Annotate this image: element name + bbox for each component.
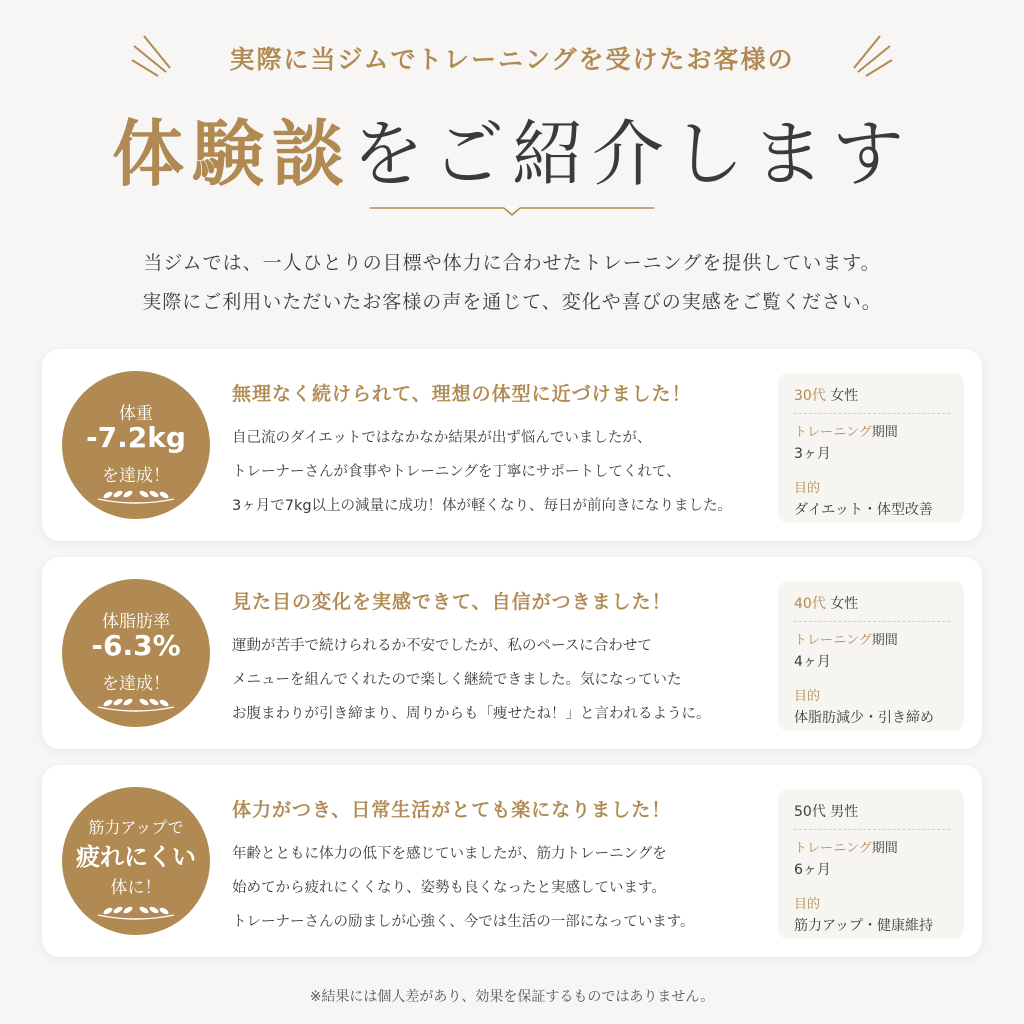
customer-info xyxy=(778,789,964,939)
testimonial-card xyxy=(42,765,982,957)
badge-value: -7.2kg xyxy=(86,421,186,454)
section-subheading: 実際に当ジムでトレーニングを受けたお客様の xyxy=(229,45,795,74)
customer-age: 40代 xyxy=(794,596,826,612)
badge-label: 筋力アップで xyxy=(88,818,184,837)
goal-label: 目的 xyxy=(794,481,821,496)
testimonial-body xyxy=(232,629,792,731)
testimonial-body xyxy=(232,421,792,523)
badge-value: 疲れにくい xyxy=(76,843,196,871)
customer-demographic xyxy=(794,385,950,414)
period-value: 3ヶ月 xyxy=(794,446,831,462)
page-title-highlight: 体験談 xyxy=(111,111,352,196)
page-title-rest: をご紹介します xyxy=(352,112,913,196)
customer-age: 50代 xyxy=(794,804,826,820)
customer-gender: 男性 xyxy=(830,804,859,820)
testimonial-body xyxy=(232,837,792,939)
goal-value: 筋力アップ・健康維持 xyxy=(794,918,934,934)
customer-gender: 女性 xyxy=(830,388,859,404)
result-badge xyxy=(62,787,210,935)
intro-text: 当ジムでは、一人ひとりの目標や体力に合わせたトレーニングを提供しています。 xyxy=(143,252,881,274)
result-badge xyxy=(62,579,210,727)
badge-caption: 体に！ xyxy=(110,878,162,898)
customer-demographic xyxy=(794,593,950,622)
customer-gender: 女性 xyxy=(830,596,859,612)
title-divider xyxy=(370,204,654,218)
testimonial-line: 自己流のダイエットではなかなか結果が出ず悩んでいましたが、 xyxy=(232,430,652,446)
page-title xyxy=(0,96,1024,200)
goal-value: ダイエット・体型改善 xyxy=(794,502,933,518)
period-label: トレーニング期間 xyxy=(794,425,898,440)
testimonial-line: 始めてから疲れにくくなり、姿勢も良くなったと実感しています。 xyxy=(232,880,666,896)
badge-label: 体脂肪率 xyxy=(102,612,170,632)
period-label: トレーニング期間 xyxy=(794,841,898,856)
laurel-icon xyxy=(94,483,178,505)
goal-label: 目的 xyxy=(794,689,821,704)
testimonial-line: トレーナーさんが食事やトレーニングを丁寧にサポートしてくれて、 xyxy=(232,464,681,480)
period-value: 6ヶ月 xyxy=(794,862,831,878)
testimonial-card xyxy=(42,557,982,749)
period-value: 4ヶ月 xyxy=(794,654,831,670)
customer-info xyxy=(778,373,964,523)
badge-value: -6.3% xyxy=(91,629,181,662)
customer-info xyxy=(778,581,964,731)
goal-label: 目的 xyxy=(794,897,821,912)
testimonial-line: お腹まわりが引き締まり、周りからも「痩せたね！」と言われるように。 xyxy=(232,706,711,722)
testimonial-title: 体力がつき、日常生活がとても楽になりました！ xyxy=(232,799,672,821)
testimonial-line: 年齢とともに体力の低下を感じていましたが、筋力トレーニングを xyxy=(232,846,667,862)
badge-label: 体重 xyxy=(119,404,153,424)
period-label: トレーニング期間 xyxy=(794,633,898,648)
result-badge xyxy=(62,371,210,519)
customer-age: 30代 xyxy=(794,388,826,404)
testimonial-card xyxy=(42,349,982,541)
testimonial-line: 3ヶ月で7kg以上の減量に成功！体が軽くなり、毎日が前向きになりました。 xyxy=(232,498,733,514)
testimonial-title: 見た目の変化を実感できて、自信がつきました！ xyxy=(232,591,672,613)
testimonial-line: トレーナーさんの励ましが心強く、今では生活の一部になっています。 xyxy=(232,914,695,930)
customer-demographic xyxy=(794,801,950,830)
testimonial-line: メニューを組んでくれたので楽しく継続できました。気になっていた xyxy=(232,672,682,688)
testimonial-title: 無理なく続けられて、理想の体型に近づけました！ xyxy=(232,383,692,405)
laurel-icon xyxy=(94,691,178,713)
badge-caption: を達成！ xyxy=(102,674,170,694)
disclaimer-note: ※結果には個人差があり、効果を保証するものではありません。 xyxy=(309,989,715,1005)
testimonial-line: 運動が苦手で続けられるか不安でしたが、私のペースに合わせて xyxy=(232,638,652,654)
goal-value: 体脂肪減少・引き締め xyxy=(794,710,934,726)
intro-text: 実際にご利用いただいたお客様の声を通じて、変化や喜びの実感をご覧ください。 xyxy=(142,291,882,313)
badge-caption: を達成！ xyxy=(102,466,170,486)
laurel-icon xyxy=(94,899,178,921)
